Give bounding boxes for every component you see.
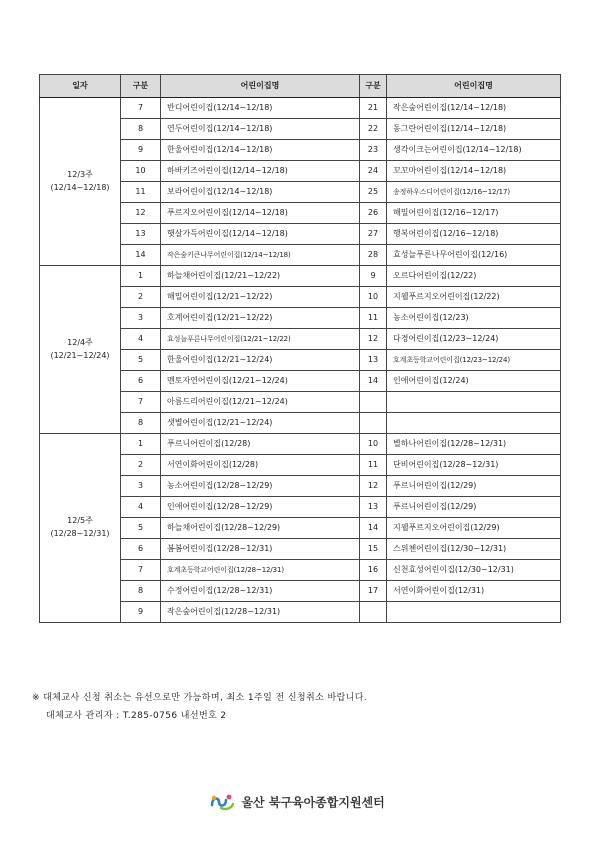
daycare-name-right — [387, 602, 561, 623]
row-number-right — [360, 602, 387, 623]
table-row — [40, 98, 561, 119]
daycare-name-left: 하늘채어린이집(12/28~12/29) — [161, 518, 360, 539]
daycare-name-right: 단비어린이집(12/28~12/31) — [387, 455, 561, 476]
row-number-right: 23 — [360, 140, 387, 161]
row-number-right: 14 — [360, 371, 387, 392]
daycare-name-left: 하바키즈어린이집(12/14~12/18) — [161, 161, 360, 182]
footer-organization — [0, 793, 594, 811]
week-date-cell — [40, 266, 121, 434]
row-number-right: 11 — [360, 308, 387, 329]
week-range: (12/28~12/31) — [50, 529, 110, 538]
daycare-name-left: 푸르니어린이집(12/28) — [161, 434, 360, 455]
daycare-name-left: 효성늘푸른나무어린이집(12/21~12/22) — [161, 329, 360, 350]
row-number-left: 2 — [121, 287, 161, 308]
row-number-left: 7 — [121, 98, 161, 119]
daycare-name-left: 샛별어린이집(12/21~12/24) — [161, 413, 360, 434]
row-number-right: 10 — [360, 434, 387, 455]
daycare-name-right: 스위첸어린이집(12/30~12/31) — [387, 539, 561, 560]
daycare-name-left: 푸르지오어린이집(12/14~12/18) — [161, 203, 360, 224]
row-number-right — [360, 413, 387, 434]
daycare-name-right: 푸르니어린이집(12/29) — [387, 476, 561, 497]
daycare-name-right: 푸르니어린이집(12/29) — [387, 497, 561, 518]
daycare-name-left: 한울어린이집(12/21~12/24) — [161, 350, 360, 371]
daycare-name-right: 효성늘푸른나무어린이집(12/16) — [387, 245, 561, 266]
daycare-name-left: 멘토자연어린이집(12/21~12/24) — [161, 371, 360, 392]
daycare-name-left: 햇살가득어린이집(12/14~12/18) — [161, 224, 360, 245]
daycare-name-left: 반디어린이집(12/14~12/18) — [161, 98, 360, 119]
row-number-left: 9 — [121, 140, 161, 161]
daycare-name-right: 꼬꼬마어린이집(12/14~12/18) — [387, 161, 561, 182]
row-number-right: 24 — [360, 161, 387, 182]
manager-contact-note: 대체교사 관리자 : T.285-0756 내선번호 2 — [46, 711, 227, 721]
row-number-left: 5 — [121, 518, 161, 539]
table-body — [40, 98, 561, 623]
substitute-teacher-schedule-table — [39, 74, 561, 623]
daycare-name-right: 신천효성어린이집(12/30~12/31) — [387, 560, 561, 581]
daycare-name-left: 아름드리어린이집(12/21~12/24) — [161, 392, 360, 413]
daycare-name-right: 지웰푸르지오어린이집(12/22) — [387, 287, 561, 308]
row-number-right: 15 — [360, 539, 387, 560]
daycare-name-left: 인애어린이집(12/28~12/29) — [161, 497, 360, 518]
daycare-name-left: 해밀어린이집(12/21~12/22) — [161, 287, 360, 308]
row-number-right: 25 — [360, 182, 387, 203]
daycare-name-right: 농소어린이집(12/23) — [387, 308, 561, 329]
row-number-right: 10 — [360, 287, 387, 308]
daycare-name-left: 하늘채어린이집(12/21~12/22) — [161, 266, 360, 287]
header-daycare-name-left: 어린이집명 — [161, 75, 360, 98]
week-date-cell — [40, 98, 121, 266]
row-number-left: 10 — [121, 161, 161, 182]
row-number-left: 7 — [121, 392, 161, 413]
row-number-right: 28 — [360, 245, 387, 266]
header-number-right: 구분 — [360, 75, 387, 98]
daycare-name-right: 서연이화어린이집(12/31) — [387, 581, 561, 602]
row-number-left: 12 — [121, 203, 161, 224]
row-number-left: 4 — [121, 329, 161, 350]
row-number-right: 14 — [360, 518, 387, 539]
cancellation-note: ※ 대체교사 신청 취소는 유선으로만 가능하며, 최소 1주일 전 신청취소 바랍니다. — [32, 693, 368, 703]
row-number-left: 1 — [121, 266, 161, 287]
header-date: 일자 — [40, 75, 121, 98]
row-number-left: 8 — [121, 581, 161, 602]
table-header-row — [40, 75, 561, 98]
row-number-left: 3 — [121, 308, 161, 329]
daycare-name-left: 서연이화어린이집(12/28) — [161, 455, 360, 476]
org-name: 울산 북구육아종합지원센터 — [241, 795, 385, 810]
table-row — [40, 266, 561, 287]
row-number-right: 16 — [360, 560, 387, 581]
week-label: 12/3주 — [67, 169, 93, 179]
daycare-name-right: 지웰푸르지오어린이집(12/29) — [387, 518, 561, 539]
daycare-name-left: 봄봄어린이집(12/28~12/31) — [161, 539, 360, 560]
daycare-name-right: 별하나어린이집(12/28~12/31) — [387, 434, 561, 455]
week-label: 12/5주 — [67, 516, 93, 526]
row-number-right: 11 — [360, 455, 387, 476]
daycare-name-left: 보라어린이집(12/14~12/18) — [161, 182, 360, 203]
header-number-left: 구분 — [121, 75, 161, 98]
row-number-left: 1 — [121, 434, 161, 455]
daycare-name-right: 오르다어린이집(12/22) — [387, 266, 561, 287]
row-number-right: 26 — [360, 203, 387, 224]
table-row — [40, 434, 561, 455]
row-number-left: 13 — [121, 224, 161, 245]
daycare-name-right: 생각이크는어린이집(12/14~12/18) — [387, 140, 561, 161]
row-number-left: 8 — [121, 119, 161, 140]
daycare-name-right: 작은숲어린이집(12/14~12/18) — [387, 98, 561, 119]
row-number-left: 3 — [121, 476, 161, 497]
row-number-left: 6 — [121, 539, 161, 560]
week-label: 12/4주 — [67, 337, 93, 347]
daycare-name-left: 연두어린이집(12/14~12/18) — [161, 119, 360, 140]
daycare-name-right: 송정하우스디어린이집(12/16~12/17) — [387, 182, 561, 203]
daycare-name-left: 농소어린이집(12/28~12/29) — [161, 476, 360, 497]
daycare-name-right: 호계초등학교어린이집(12/23~12/24) — [387, 350, 561, 371]
row-number-right: 9 — [360, 266, 387, 287]
row-number-right: 27 — [360, 224, 387, 245]
daycare-name-left: 작은숲어린이집(12/28~12/31) — [161, 602, 360, 623]
daycare-name-right — [387, 392, 561, 413]
org-logo-icon — [209, 793, 235, 811]
row-number-left: 2 — [121, 455, 161, 476]
daycare-name-right: 해밀어린이집(12/16~12/17) — [387, 203, 561, 224]
daycare-name-right: 인애어린이집(12/24) — [387, 371, 561, 392]
header-daycare-name-right: 어린이집명 — [387, 75, 561, 98]
week-range: (12/14~12/18) — [50, 182, 110, 192]
daycare-name-right — [387, 413, 561, 434]
row-number-right: 17 — [360, 581, 387, 602]
row-number-left: 4 — [121, 497, 161, 518]
daycare-name-left: 호계어린이집(12/21~12/22) — [161, 308, 360, 329]
daycare-name-left: 한울어린이집(12/14~12/18) — [161, 140, 360, 161]
daycare-name-left: 수정어린이집(12/28~12/31) — [161, 581, 360, 602]
row-number-left: 5 — [121, 350, 161, 371]
row-number-right: 21 — [360, 98, 387, 119]
row-number-right — [360, 392, 387, 413]
row-number-left: 14 — [121, 245, 161, 266]
row-number-right: 12 — [360, 476, 387, 497]
daycare-name-right: 다경어린이집(12/23~12/24) — [387, 329, 561, 350]
row-number-left: 8 — [121, 413, 161, 434]
row-number-left: 11 — [121, 182, 161, 203]
daycare-name-right: 행복어린이집(12/16~12/18) — [387, 224, 561, 245]
row-number-right: 22 — [360, 119, 387, 140]
row-number-right: 13 — [360, 350, 387, 371]
daycare-name-left: 호계초등학교어린이집(12/28~12/31) — [161, 560, 360, 581]
daycare-name-left: 작은숲키큰나무어린이집(12/14~12/18) — [161, 245, 360, 266]
row-number-right: 12 — [360, 329, 387, 350]
daycare-name-right: 동그란어린이집(12/14~12/18) — [387, 119, 561, 140]
week-date-cell — [40, 434, 121, 623]
row-number-right: 13 — [360, 497, 387, 518]
row-number-left: 9 — [121, 602, 161, 623]
week-range: (12/21~12/24) — [50, 350, 110, 360]
row-number-left: 7 — [121, 560, 161, 581]
row-number-left: 6 — [121, 371, 161, 392]
